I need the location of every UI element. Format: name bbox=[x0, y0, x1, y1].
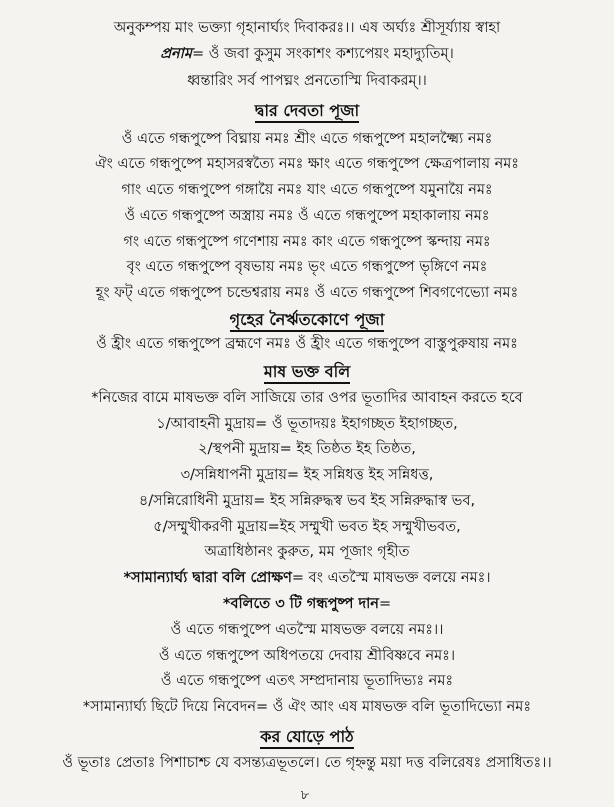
mudra-line: ৪/সন্নিরোধিনী মুদ্রায়= ইহ সন্নিরুদ্ধস্ব ভব ইহ সন্নিরুদ্ধাস্ব ভব, bbox=[138, 493, 476, 509]
section-heading-nairrit: গৃহের নৈর্ঋতকোণে পূজা bbox=[0, 310, 614, 330]
intro-line-1: অনুকম্পয় মাং ভক্ত্যা গৃহানার্ঘ্যং দিবাকরঃ।। এষ অর্ঘ্যঃ শ্রীসূর্য্যায় স্বাহা bbox=[113, 20, 501, 36]
dwar-line: হূং ফট্ এতে গন্ধপুষ্পে চন্ডেশ্বরায় নমঃ ওঁ এতে গন্ধপুষ্পে শিবগণেভ্যো নমঃ bbox=[95, 285, 519, 301]
intro-line-2 bbox=[0, 44, 614, 64]
section-heading-dwar-devata: দ্বার দেবতা পূজা bbox=[0, 101, 614, 121]
prokshan-label: *সামান্যার্ঘ্য দ্বারা বলি প্রোক্ষণ bbox=[123, 570, 292, 586]
prokshan-line bbox=[0, 568, 614, 588]
mash-instruction: *নিজের বামে মাষভক্ত বলি সাজিয়ে তার ওপর ভূতাদির আবাহন করতে হবে bbox=[91, 390, 523, 406]
daan-line bbox=[0, 594, 614, 614]
daan-item: ওঁ এতে গন্ধপুষ্পে এতৎ সম্প্রদানায় ভূতাদিভ্যঃ নমঃ bbox=[160, 673, 454, 689]
mudra-line: অত্রাধিষ্ঠানং কুরুত, মম পূজাং গৃহীত bbox=[204, 544, 410, 560]
dwar-line: গাং এতে গন্ধপুষ্পে গঙ্গায়ৈ নমঃ যাং এতে গন্ধপুষ্পে যমুনায়ৈ নমঃ bbox=[121, 182, 493, 198]
dwar-line: গং এতে গন্ধপুষ্পে গণেশায় নমঃ কাং এতে গন্ধপুষ্পে স্কন্দায় নমঃ bbox=[123, 234, 491, 250]
dwar-line: ওঁ এতে গন্ধপুষ্পে বিঘ্নায় নমঃ শ্রীং এতে গন্ধপুষ্পে মহালক্ষ্ম্যৈ নমঃ bbox=[121, 131, 493, 147]
daan-text: = bbox=[378, 596, 392, 612]
mudra-line: ৫/সম্মুখীকরণী মুদ্রায়=ইহ সম্মুখী ভবত ইহ সম্মুখীভবত, bbox=[153, 519, 461, 535]
nairrit-line: ওঁ হ্রীং এতে গন্ধপুষ্পে ব্রহ্মণে নমঃ ওঁ হ্রীং এতে গন্ধপুষ্পে বাস্তুপুরুষায় নমঃ bbox=[96, 336, 518, 352]
dwar-line: ওঁ এতে গন্ধপুষ্পে অস্ত্রায় নমঃ ওঁ এতে গন্ধপুষ্পে মহাকালায় নমঃ bbox=[124, 208, 490, 224]
pranam-label: প্রনাম bbox=[160, 46, 192, 62]
daan-item: ওঁ এতে গন্ধপুষ্পে এতস্মৈ মাষভক্ত বলয়ে নমঃ।। bbox=[170, 622, 444, 638]
section-heading-kar-jore: কর যোড়ে পাঠ bbox=[0, 727, 614, 747]
daan-label: *বলিতে ৩ টি গন্ধপুষ্প দান bbox=[222, 596, 379, 612]
nivedan-line: *সামান্যার্ঘ্য ছিটে দিয়ে নিবেদন= ওঁ ঐং আং এষ মাষভক্ত বলি ভূতাদিভ্যো নমঃ bbox=[82, 699, 532, 715]
section-heading-mash-bhakta: মাষ ভক্ত বলি bbox=[0, 362, 614, 382]
kar-jore-line: ওঁ ভূতাঃ প্রেতাঃ পিশাচাশ্চ যে বসন্ত্যত্রভূতলে। তে গৃহ্নন্তু ময়া দত্ত বলিরেষঃ প্রসাধিতঃ।। bbox=[62, 755, 552, 771]
dwar-line: বৃং এতে গন্ধপুষ্পে বৃষভায় নমঃ ভৃং এতে গন্ধপুষ্পে ভৃঙ্গিণে নমঃ bbox=[126, 259, 488, 275]
dwar-line: ঐং এতে গন্ধপুষ্পে মহাসরস্বত্যৈ নমঃ ক্ষাং এতে গন্ধপুষ্পে ক্ষেত্রপালায় নমঃ bbox=[94, 156, 520, 172]
daan-item: ওঁ এতে গন্ধপুষ্পে অধিপতয়ে দেবায় শ্রীবিষ্ণবে নমঃ। bbox=[158, 648, 456, 664]
prokshan-text: = বং এতস্মৈ মাষভক্ত বলয়ে নমঃ। bbox=[291, 570, 491, 586]
page-number: ৮ bbox=[300, 788, 310, 803]
pranam-text: = ওঁ জবা কুসুম সংকাশং কশ্যপেয়ং মহাদ্যুতিম্। bbox=[191, 46, 454, 62]
mudra-line: ২/স্থপনী মুদ্রায়= ইহ তিষ্ঠত ইহ তিষ্ঠত, bbox=[198, 441, 416, 457]
mudra-line: ৩/সন্নিধাপনী মুদ্রায়= ইহ সন্নিধত্ত ইহ সন্নিধত্ত, bbox=[180, 467, 434, 483]
intro-line-3: ধ্বন্তারিং সর্ব পাপঘ্নং প্রনতোস্মি দিবাকরম্।। bbox=[187, 73, 427, 89]
mudra-line: ১/আবাহনী মুদ্রায়= ওঁ ভূতাদয়ঃ ইহাগচ্ছত ইহাগচ্ছত, bbox=[156, 416, 458, 432]
